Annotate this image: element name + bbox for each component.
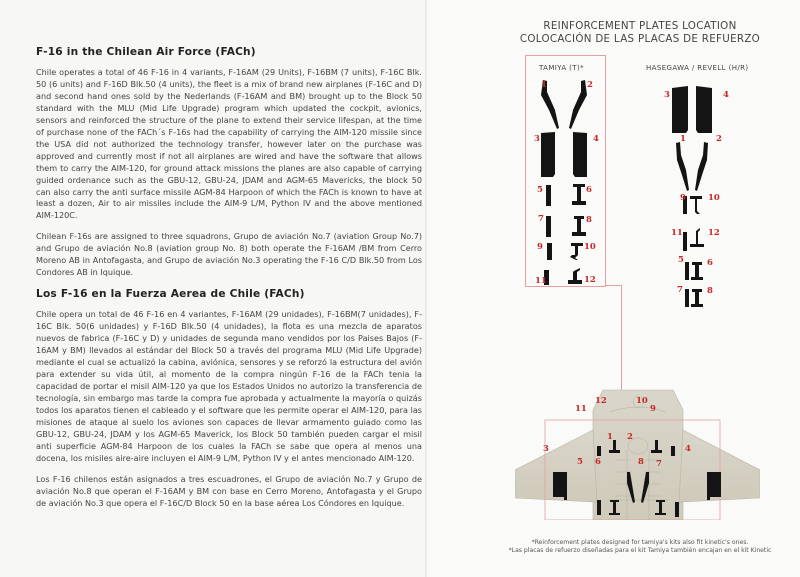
plates-title-english: REINFORCEMENT PLATES LOCATION <box>543 20 737 32</box>
plates-title <box>490 20 790 46</box>
tamiya-plates-diagram <box>525 60 605 286</box>
tamiya-plate-9 <box>547 243 552 260</box>
placed-plate-5 <box>597 500 601 515</box>
tamiya-number-6: 6 <box>586 185 592 195</box>
aircraft-number-6: 6 <box>595 457 601 467</box>
tamiya-number-8: 8 <box>586 215 592 225</box>
hasegawa-revell-label: HASEGAWA / REVELL (H/R) <box>646 64 749 72</box>
hasegawa-number-5: 5 <box>678 255 684 265</box>
aircraft-number-4: 4 <box>685 444 691 454</box>
footnote-spanish: *Las placas de refuerzo diseñadas para el kit Tamiya también encajan en el kit Kinetic <box>508 547 772 554</box>
spanish-paragraph-2: Los F-16 chilenos están asignados a tres escuadrones, el Grupo de aviación No.7 y Grupo de aviación No.8 que operan el F-16AM y BM con base en Cerro Moreno, Antofagasta y el Grupo de aviación No.3 que opera el F-16C/D Block 50 en la base aérea Los Cóndores en Iquique. <box>36 473 422 508</box>
hasegawa-number-10: 10 <box>708 193 720 203</box>
aircraft-number-11: 11 <box>575 404 587 414</box>
footnote-english: *Reinforcement plates designed for tamiya's kits also fit kinetic's ones. <box>531 539 749 546</box>
tamiya-number-12: 12 <box>584 275 596 285</box>
tamiya-number-3: 3 <box>534 134 540 144</box>
connector-line-horizontal <box>605 285 622 286</box>
hasegawa-plate-8 <box>691 289 703 307</box>
english-paragraph-2: Chilean F-16s are assigned to three squadrons, Grupo de aviación No.7 (aviation Group No.7) and Grupo de aviación No.8 (aviation group No. 8) both operate the F-16AM /BM from Cerro Moreno AB in Antofagasta, and Grupo de aviación No.3 operating the F-16 C/D Blk.50 from Los Condores AB in Iquique. <box>36 231 422 278</box>
hasegawa-plate-2 <box>695 142 708 191</box>
aircraft-fuselage <box>593 390 683 520</box>
footnote <box>490 539 790 555</box>
history-text-column <box>36 46 422 518</box>
tamiya-plate-6 <box>572 184 586 205</box>
spanish-paragraph-1: Chile opera un total de 46 F-16 en 4 variantes, F-16AM (29 unidades), F-16BM(7 unidades), F-16C Blk. 50(6 unidades) y F-16D Blk.50 (4 unidades), la flota es una mezcla de aparatos nuevos de fabrica (F-16C y D) y unidades de segunda mano vendidos por los Paises Bajos (F-16AM y BM) llevados al estándar del Block 50 a través del programa MLU (Mid Life Upgrade) mediante el cual se actualizó la cabina, aviónica, sensores y se reforzó la estructura del avión para extender su vida útil, al momento de la compra ningún F-16 de la FACh tenia la capacidad de portar el misil AIM-120 ya que los Estados Unidos no autorizo la transferencia de tecnología, sin embargo mas tarde la compra fue aprobada y actualmente la mayoría o quizás todos los aparatos tienen el cableado y el software que les permite operar el AIM-120, para las misiones de ataque al suelo los aviones son capaces de llevar armamento guiado como las GBU-12, GBU-24, JDAM y los AGM-65 Maverick, los Block 50 también pueden cargar el misil anti superficie AGM-84 Harpoon de los cuales la FACh se sabe que opera al menos una docena, los misiles aire-aire incluyen el AIM-9 L/M, Python IV y el antes mencionado AIM-120. <box>36 309 422 463</box>
placed-plate-3 <box>553 472 567 500</box>
aircraft-underside-diagram <box>515 350 760 520</box>
hasegawa-plate-3 <box>672 86 688 133</box>
english-heading: F-16 in the Chilean Air Force (FACh) <box>36 46 256 58</box>
aircraft-number-7: 7 <box>656 459 662 469</box>
tamiya-plate-10 <box>570 243 583 260</box>
tamiya-plate-4 <box>573 132 587 177</box>
placed-plate-9 <box>671 446 675 456</box>
hasegawa-number-3: 3 <box>664 90 670 100</box>
plates-title-spanish: COLOCACIÓN DE LAS PLACAS DE REFUERZO <box>519 33 761 45</box>
hasegawa-number-12: 12 <box>708 228 720 238</box>
tamiya-plate-8 <box>572 216 586 236</box>
spanish-heading: Los F-16 en la Fuerza Aerea de Chile (FACh) <box>36 288 305 301</box>
hasegawa-number-8: 8 <box>707 286 713 296</box>
aircraft-number-3: 3 <box>543 444 549 454</box>
hasegawa-plate-12 <box>690 228 704 247</box>
tamiya-number-2: 2 <box>587 80 593 90</box>
tamiya-number-7: 7 <box>538 214 544 224</box>
tamiya-plate-2 <box>569 80 587 129</box>
hasegawa-number-7: 7 <box>677 285 683 295</box>
aircraft-number-1: 1 <box>607 432 613 442</box>
hasegawa-plate-11 <box>683 232 687 251</box>
aircraft-number-10: 10 <box>636 396 648 406</box>
tamiya-plate-3 <box>541 132 555 177</box>
tamiya-plate-7 <box>546 216 551 237</box>
tamiya-plate-5 <box>546 185 551 206</box>
tamiya-number-10: 10 <box>584 242 596 252</box>
aircraft-number-12: 12 <box>595 396 607 406</box>
hasegawa-plate-7 <box>685 289 689 307</box>
placed-plate-4 <box>707 472 721 500</box>
hasegawa-number-4: 4 <box>723 90 729 100</box>
placed-plate-11 <box>597 446 601 456</box>
tamiya-number-5: 5 <box>537 185 543 195</box>
tamiya-number-4: 4 <box>593 134 599 144</box>
tamiya-number-9: 9 <box>537 242 543 252</box>
hasegawa-plate-10 <box>690 196 702 214</box>
placed-plate-7 <box>675 502 679 517</box>
tamiya-label: TAMIYA (T)* <box>539 64 585 72</box>
aircraft-number-9: 9 <box>650 404 656 414</box>
hasegawa-number-11: 11 <box>671 228 683 238</box>
aircraft-number-8: 8 <box>638 457 644 467</box>
tamiya-plate-12 <box>568 268 582 284</box>
tamiya-number-11: 11 <box>535 276 547 286</box>
aircraft-number-5: 5 <box>577 457 583 467</box>
hasegawa-number-6: 6 <box>707 258 713 268</box>
hasegawa-plate-1 <box>676 142 689 191</box>
hasegawa-number-9: 9 <box>680 193 686 203</box>
hasegawa-plate-5 <box>685 262 689 280</box>
hasegawa-plate-4 <box>696 86 712 133</box>
english-paragraph-1: Chile operates a total of 46 F-16 in 4 variants, F-16AM (29 Units), F-16BM (7 units), F-16C Blk. 50 (6 units) and F-16D Blk.50 (4 units), the fleet is a mix of brand new airplanes (F-16C and D) and second hand ones sold by the Nederlands (F-16AM and BM) brought up to the Block 50 standard with the MLU (Mid Life Upgrade) program which updated the cockpit, avionics, sensors and reinforced the structure of the plane to extend their service lifespan, at the time of purchase none of the FACh´s F-16s had the capability of carrying the AIM-120 missile since the USA did not authorized the technology transfer, however later on the purchase was approved and currently most if not all airplanes are wired and have the software that allows them to carry the AIM-120, for ground attack missions the planes are also capable of carrying guided ordenance such as the GBU-12, GBU-24, JDAM and AGM-65 Mavericks, the block 50 can also carry the anti surface missile AGM-84 Harpoon of which the FACh is known to have at least a dozen, Air to air missiles include the AIM-9 L/M, Python IV and the above mentioned AIM-120C. <box>36 67 422 221</box>
tamiya-number-1: 1 <box>541 80 547 90</box>
hasegawa-number-2: 2 <box>716 134 722 144</box>
hasegawa-plate-6 <box>691 262 703 280</box>
aircraft-number-2: 2 <box>627 432 633 442</box>
hasegawa-number-1: 1 <box>680 134 686 144</box>
